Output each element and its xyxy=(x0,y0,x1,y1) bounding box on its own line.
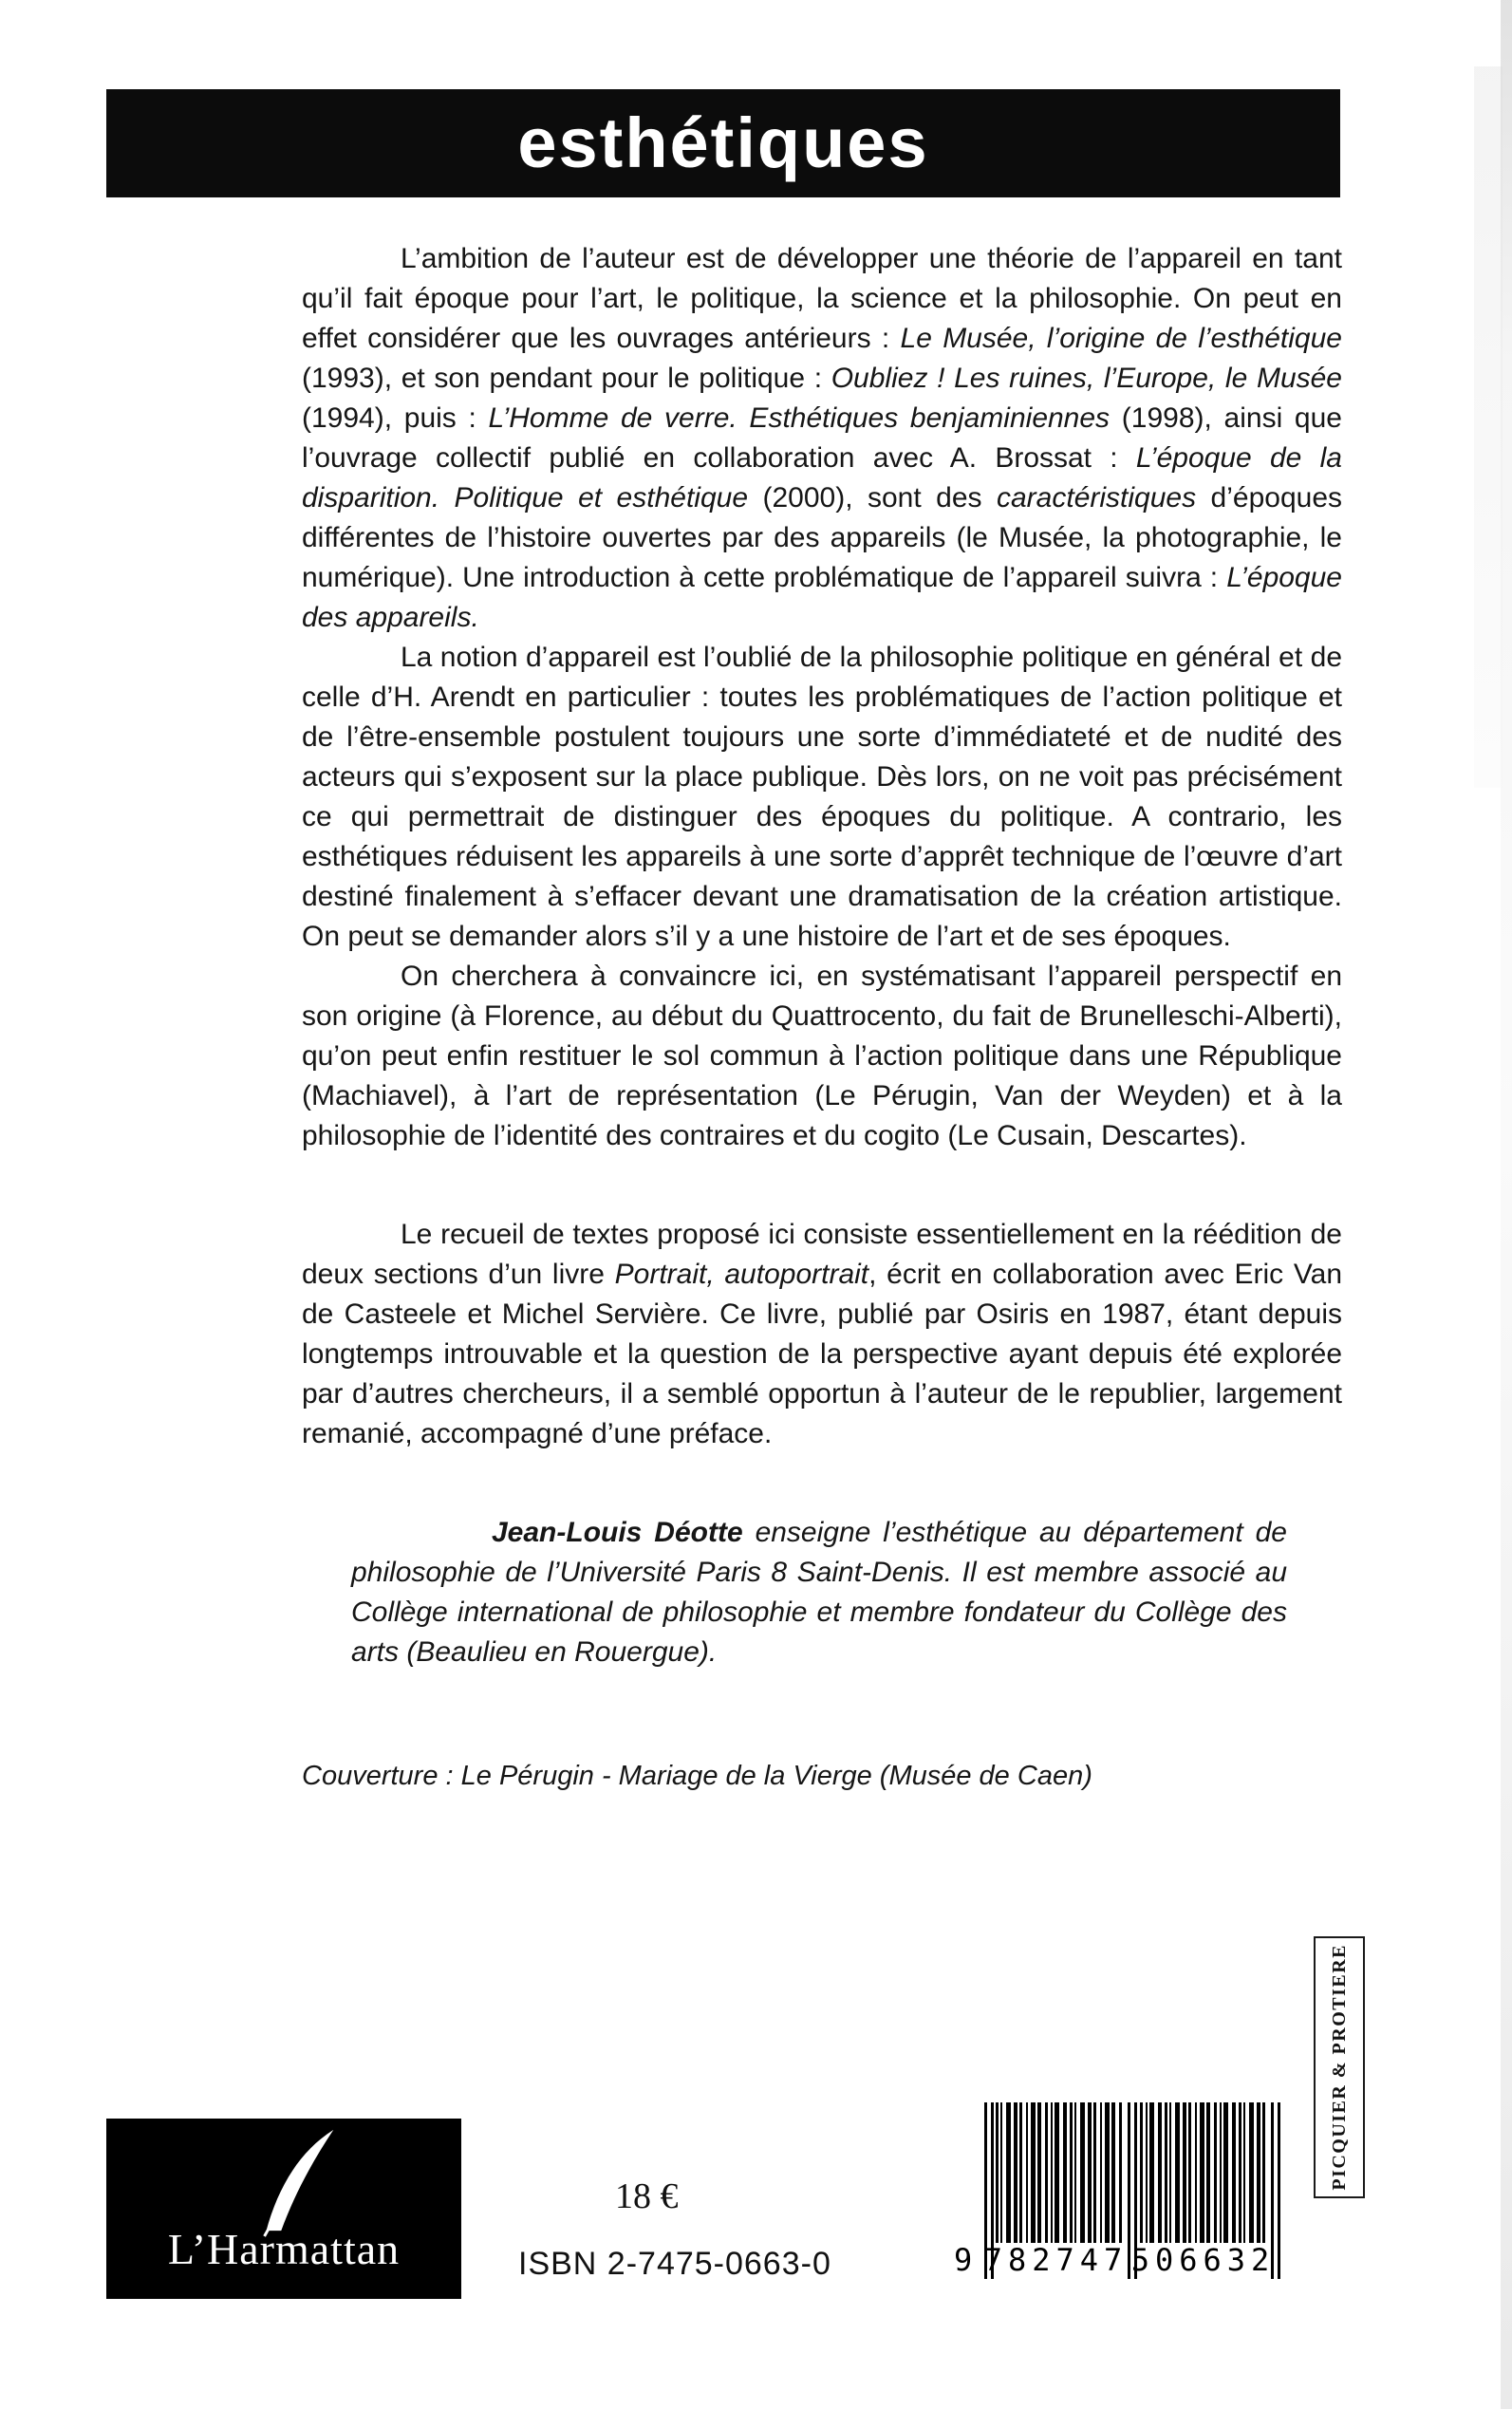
paragraph xyxy=(351,1513,1287,1672)
text-segment: On cherchera à convaincre ici, en systématisant l’appareil perspectif en son origine (à Florence, au début du Quattrocento, du fait de Brunelleschi-Alberti), qu’on peut enfin restituer le sol commun à l’action politique dans une République (Machiavel), à l’art de représentation (Le Pérugin, Van der Weyden) et à la philosophie de l’identité des contraires et du cogito (Le Cusain, Descartes). xyxy=(302,961,1342,1151)
text-segment: Le Musée, l’origine de l’esthétique xyxy=(900,323,1342,354)
isbn: ISBN 2-7475-0663-0 xyxy=(518,2246,831,2282)
imprint-spine-label xyxy=(1314,1936,1365,2198)
text-segment: (1994), puis : xyxy=(302,402,489,434)
imprint-spine-text: PICQUIER & PROTIERE xyxy=(1328,1944,1350,2191)
barcode-digit-first: 9 xyxy=(954,2242,973,2278)
text-segment: caractéristiques xyxy=(997,482,1197,514)
text-segment: , écrit en collaboration avec Eric Van de Casteele et Michel Servière. Ce livre, publié par Osiris en 1987, étant depuis longtemps introuvable et la question de la perspective ayant depuis été explorée par d’autres chercheurs, il a semblé opportun à l’auteur de le republier, largement remanié, accompagné d’une préface. xyxy=(302,1259,1343,1449)
text-segment: La notion d’appareil est l’oublié de la philosophie politique en général et de celle d’H. Arendt en particulier : toutes les problématiques de l’action politique et de l’être-ensemble postulent toujours une sorte d’immédiateté et de nudité des acteurs qui s’exposent sur la place publique. Dès lors, on ne voit pas précisément ce qui permettrait de distinguer des époques du politique. A contrario, les esthétiques réduisent les appareils à une sorte d’apprêt technique de l’œuvre d’art destiné finalement à s’effacer devant une dramatisation de la création artistique. On peut se demander alors s’il y a une histoire de l’art et de ses époques. xyxy=(302,642,1342,952)
text-column xyxy=(302,239,1342,1796)
price: 18 € xyxy=(615,2176,679,2216)
text-segment: L’Homme de verre. Esthétiques benjaminiennes xyxy=(488,402,1111,434)
blurb xyxy=(302,239,1342,1454)
text-segment: Oubliez ! Les ruines, l’Europe, le Musée xyxy=(831,363,1342,394)
cover-credit: Couverture : Le Pérugin - Mariage de la Vierge (Musée de Caen) xyxy=(302,1761,1092,1791)
author-bio xyxy=(351,1513,1287,1672)
collection-banner xyxy=(106,89,1340,197)
paragraph xyxy=(302,638,1342,957)
barcode-digit-group-1: 782747 xyxy=(983,2242,1129,2278)
text-segment: L’époque des appareils. xyxy=(302,562,1342,633)
feather-icon xyxy=(247,2126,345,2238)
text-segment: (1998), ainsi que l’ouvrage collectif publié en collaboration avec A. Brossat : xyxy=(302,402,1342,474)
paragraph xyxy=(302,1215,1342,1454)
text-segment: (1993), et son pendant pour le politique : xyxy=(302,363,831,394)
text-segment: L’époque de la disparition. Politique et esthétique xyxy=(302,442,1342,514)
text-segment: Le recueil de textes proposé ici consiste essentiellement en la réédition de deux sections d’un livre xyxy=(302,1219,1342,1290)
barcode-digit-group-2: 506632 xyxy=(1130,2242,1276,2278)
text-segment: Portrait, autoportrait xyxy=(614,1259,869,1290)
text-segment: (2000), sont des xyxy=(748,482,997,514)
paragraph xyxy=(302,957,1342,1156)
collection-title: esthétiques xyxy=(517,103,929,182)
publisher-name: L’Harmattan xyxy=(167,2225,401,2273)
text-segment: enseigne l’esthétique au département de philosophie de l’Université Paris 8 Saint-Denis. Il est membre associé au Collège international de philosophie et membre fondateur du Collège des arts (Beaulieu en Rouergue). xyxy=(351,1517,1287,1668)
paragraph xyxy=(302,239,1342,638)
text-segment: d’époques différentes de l’histoire ouvertes par des appareils (le Musée, la photographie, le numérique). Une introduction à cette problématique de l’appareil suivra : xyxy=(302,482,1343,593)
scan-artifact xyxy=(1474,66,1503,788)
text-segment: Jean-Louis Déotte xyxy=(492,1517,743,1548)
barcode-digits xyxy=(954,2241,1277,2279)
barcode xyxy=(954,2102,1281,2292)
publisher-logo xyxy=(106,2119,461,2299)
text-segment: L’ambition de l’auteur est de développer une théorie de l’appareil en tant qu’il fait époque pour l’art, le politique, la science et la philosophie. On peut en effet considérer que les ouvrages antérieurs : xyxy=(302,243,1342,354)
